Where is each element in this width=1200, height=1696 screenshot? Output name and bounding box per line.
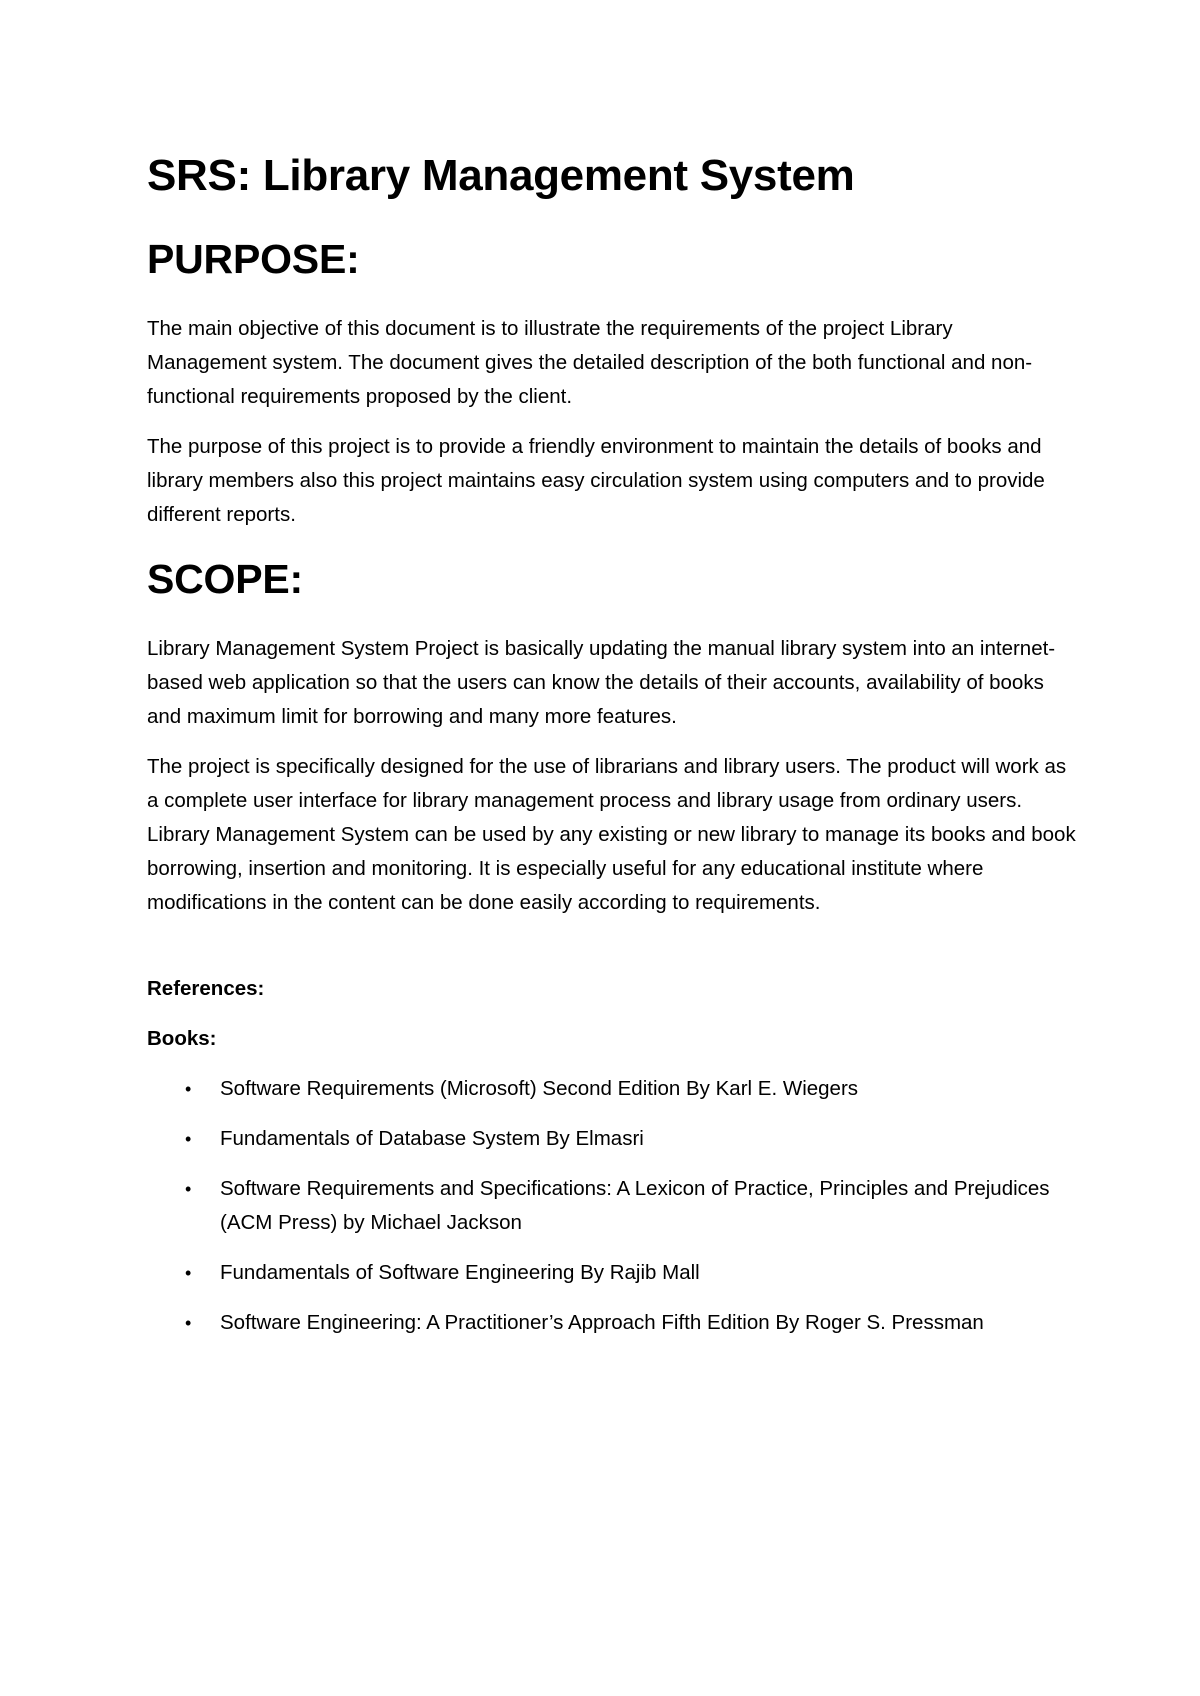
list-item xyxy=(147,1072,1077,1106)
blank-line xyxy=(147,920,1077,972)
purpose-paragraph: The purpose of this project is to provide a friendly environment to maintain the details of books and library members also this project maintains easy circulation system using computers and to provide different reports. xyxy=(147,435,1045,526)
document-page xyxy=(147,140,1077,1356)
book-reference: Fundamentals of Software Engineering By Rajib Mall xyxy=(220,1261,700,1284)
book-reference: Fundamentals of Database System By Elmasri xyxy=(220,1127,644,1150)
purpose-paragraph: The main objective of this document is to illustrate the requirements of the project Library Management system. The document gives the detailed description of the both functional and non-functional requirements proposed by the client. xyxy=(147,317,1033,408)
bullet-icon: • xyxy=(185,1313,192,1333)
list-item xyxy=(147,1306,1077,1340)
list-item xyxy=(147,1256,1077,1290)
scope-paragraph: The project is specifically designed for the use of librarians and library users. The product will work as a complete user interface for library management process and library usage from ordinary users. Library Management System can be used by any existing or new library to manage its books and book borrowing, insertion and monitoring. It is especially useful for any educational institute where modifications in the content can be done easily according to requirements. xyxy=(147,755,1076,914)
references-label: References: xyxy=(147,977,265,1000)
scope-heading: SCOPE: xyxy=(147,556,303,602)
bullet-icon: • xyxy=(185,1179,192,1199)
bullet-icon: • xyxy=(185,1129,192,1149)
book-reference: Software Requirements and Specifications: A Lexicon of Practice, Principles and Prejudices (ACM Press) by Michael Jackson xyxy=(220,1177,1050,1234)
book-reference: Software Requirements (Microsoft) Second Edition By Karl E. Wiegers xyxy=(220,1077,859,1100)
bullet-icon: • xyxy=(185,1079,192,1099)
purpose-heading: PURPOSE: xyxy=(147,236,360,282)
document-title: SRS: Library Management System xyxy=(147,151,855,200)
scope-paragraph: Library Management System Project is basically updating the manual library system into an internet-based web application so that the users can know the details of their accounts, availability of books and maximum limit for borrowing and many more features. xyxy=(147,637,1056,728)
list-item xyxy=(147,1122,1077,1156)
list-item xyxy=(147,1172,1077,1240)
books-label: Books: xyxy=(147,1027,217,1050)
book-reference: Software Engineering: A Practitioner’s Approach Fifth Edition By Roger S. Pressman xyxy=(220,1311,984,1334)
bullet-icon: • xyxy=(185,1263,192,1283)
books-list xyxy=(147,1072,1077,1340)
